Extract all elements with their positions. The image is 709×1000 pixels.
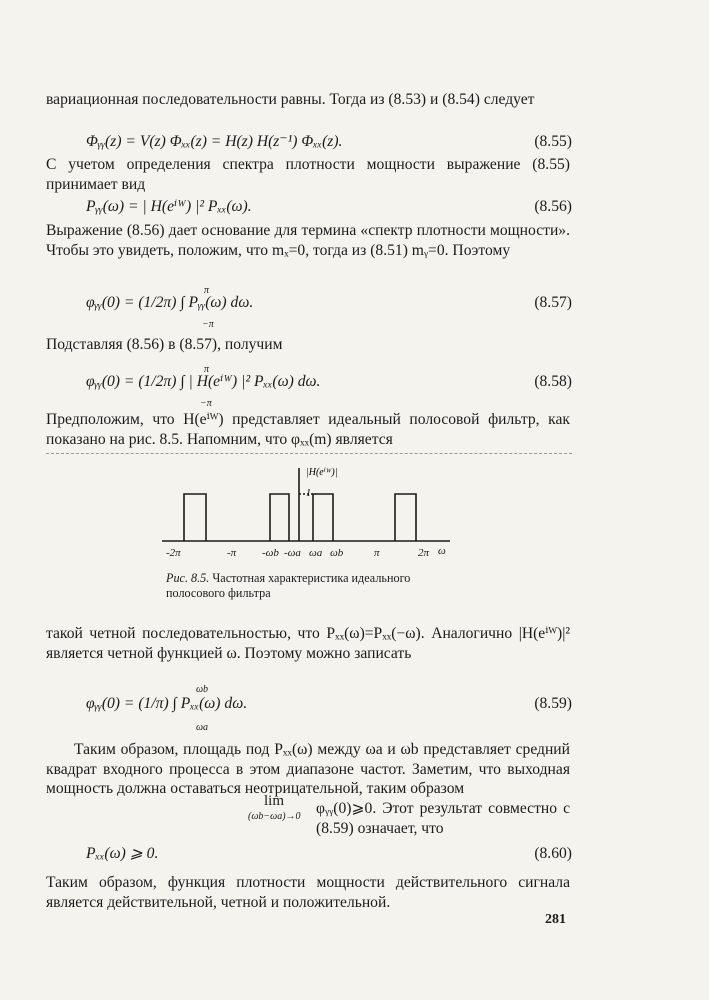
paragraph-8: Таким образом, функция плотности мощности действительного сигнала является действительной, четной и положительной. bbox=[46, 874, 570, 911]
equation-formula: φᵧᵧ(0) = (1/π) ∫ Pₓₓ(ω) dω. bbox=[86, 695, 248, 712]
tick-label-neg-omega-a: -ωa bbox=[284, 547, 301, 559]
passband-pos bbox=[313, 494, 333, 541]
tick-label-neg-omega-b: -ωb bbox=[262, 547, 279, 559]
tick-label-neg-pi: -π bbox=[227, 547, 237, 559]
integral-upper-limit: ωb bbox=[196, 684, 209, 695]
equation-8-58 bbox=[46, 364, 572, 411]
equation-formula: Φᵧᵧ(z) = V(z) Φₓₓ(z) = H(z) H(z⁻¹) Φₓₓ(z). bbox=[86, 133, 343, 150]
equation-formula: Pᵧᵧ(ω) = | H(eⁱᵂ) |² Pₓₓ(ω). bbox=[86, 198, 252, 215]
equation-number: (8.57) bbox=[534, 294, 572, 311]
tick-label-2pi: 2π bbox=[418, 547, 430, 559]
axis-label-omega: ω bbox=[438, 545, 446, 557]
figure-caption-label: Рис. 8.5. bbox=[166, 571, 210, 585]
lim-word: lim bbox=[264, 793, 285, 809]
figure-ylabel: |H(eⁱᵂ)| bbox=[306, 467, 338, 478]
tick-label-omega-a: ωa bbox=[309, 547, 323, 559]
paragraph-4: Подставляя (8.56) в (8.57), получим bbox=[46, 336, 283, 353]
paragraph-1: вариационная последовательности равны. Тогда из (8.53) и (8.54) следует bbox=[46, 91, 535, 108]
equation-number: (8.55) bbox=[534, 133, 572, 150]
figure-level-label: 1 bbox=[306, 488, 311, 499]
figure-caption-text: Частотная характеристика идеального полосового фильтра bbox=[166, 571, 411, 600]
paragraph-6: такой четной последовательностью, что Pₓₓ(ω)=Pₓₓ(−ω). Аналогично |H(eⁱᵂ)|² является четной функцией ω. Поэтому можно записать bbox=[46, 625, 570, 662]
equation-8-57 bbox=[46, 285, 572, 332]
equation-number: (8.59) bbox=[534, 695, 572, 712]
tick-label-pi: π bbox=[374, 547, 380, 559]
equation-8-59 bbox=[46, 684, 572, 733]
paragraph-3: Выражение (8.56) дает основание для термина «спектр плотности мощности». Чтобы это увидеть, положим, что mₓ=0, тогда из (8.51) mᵧ=0. Поэтому bbox=[46, 222, 570, 259]
paragraph-5: Предположим, что H(eⁱᵂ) представляет идеальный полосовой фильтр, как показано на рис. 8.5. Напомним, что φₓₓ(m) является bbox=[46, 411, 570, 448]
equation-8-60 bbox=[46, 843, 572, 865]
integral-lower-limit: ωa bbox=[196, 722, 209, 733]
paragraph-2: С учетом определения спектра плотности мощности выражение (8.55) принимает вид bbox=[46, 156, 570, 193]
paragraph-7b: φᵧᵧ(0)⩾0. Этот результат совместно с (8.59) означает, что bbox=[316, 800, 570, 837]
integral-upper-limit: π bbox=[204, 285, 210, 296]
integral-lower-limit: −π bbox=[202, 319, 214, 330]
equation-number: (8.58) bbox=[534, 373, 572, 390]
equation-formula: φᵧᵧ(0) = (1/2π) ∫ | H(eⁱᵂ) |² Pₓₓ(ω) dω. bbox=[86, 373, 321, 390]
lim-subscript: (ωb−ωa)→0 bbox=[248, 811, 301, 822]
page-number: 281 bbox=[545, 912, 566, 927]
passband-left-outer bbox=[184, 494, 206, 541]
integral-upper-limit: π bbox=[204, 364, 210, 375]
passband-neg bbox=[270, 494, 289, 541]
equation-formula: Pₓₓ(ω) ⩾ 0. bbox=[86, 845, 159, 862]
divider bbox=[46, 453, 572, 454]
integral-lower-limit: −π bbox=[200, 398, 212, 409]
figure-caption bbox=[166, 571, 466, 601]
equation-8-56 bbox=[46, 196, 572, 218]
paragraph-7a: Таким образом, площадь под Pₓₓ(ω) между ωa и ωb представляет средний квадрат входного процесса в этом диапазоне частот. Заметим, что выходная мощность должна оставаться неотрицательной, таким образом bbox=[46, 741, 570, 797]
tick-label-neg-2pi: -2π bbox=[166, 547, 181, 559]
equation-8-55 bbox=[46, 131, 572, 153]
equation-number: (8.56) bbox=[534, 198, 572, 215]
passband-right-outer bbox=[395, 494, 416, 541]
equation-formula: φᵧᵧ(0) = (1/2π) ∫ Pᵧᵧ(ω) dω. bbox=[86, 294, 254, 311]
tick-label-omega-b: ωb bbox=[330, 547, 344, 559]
equation-number: (8.60) bbox=[534, 845, 572, 862]
bandpass-figure bbox=[150, 462, 460, 566]
